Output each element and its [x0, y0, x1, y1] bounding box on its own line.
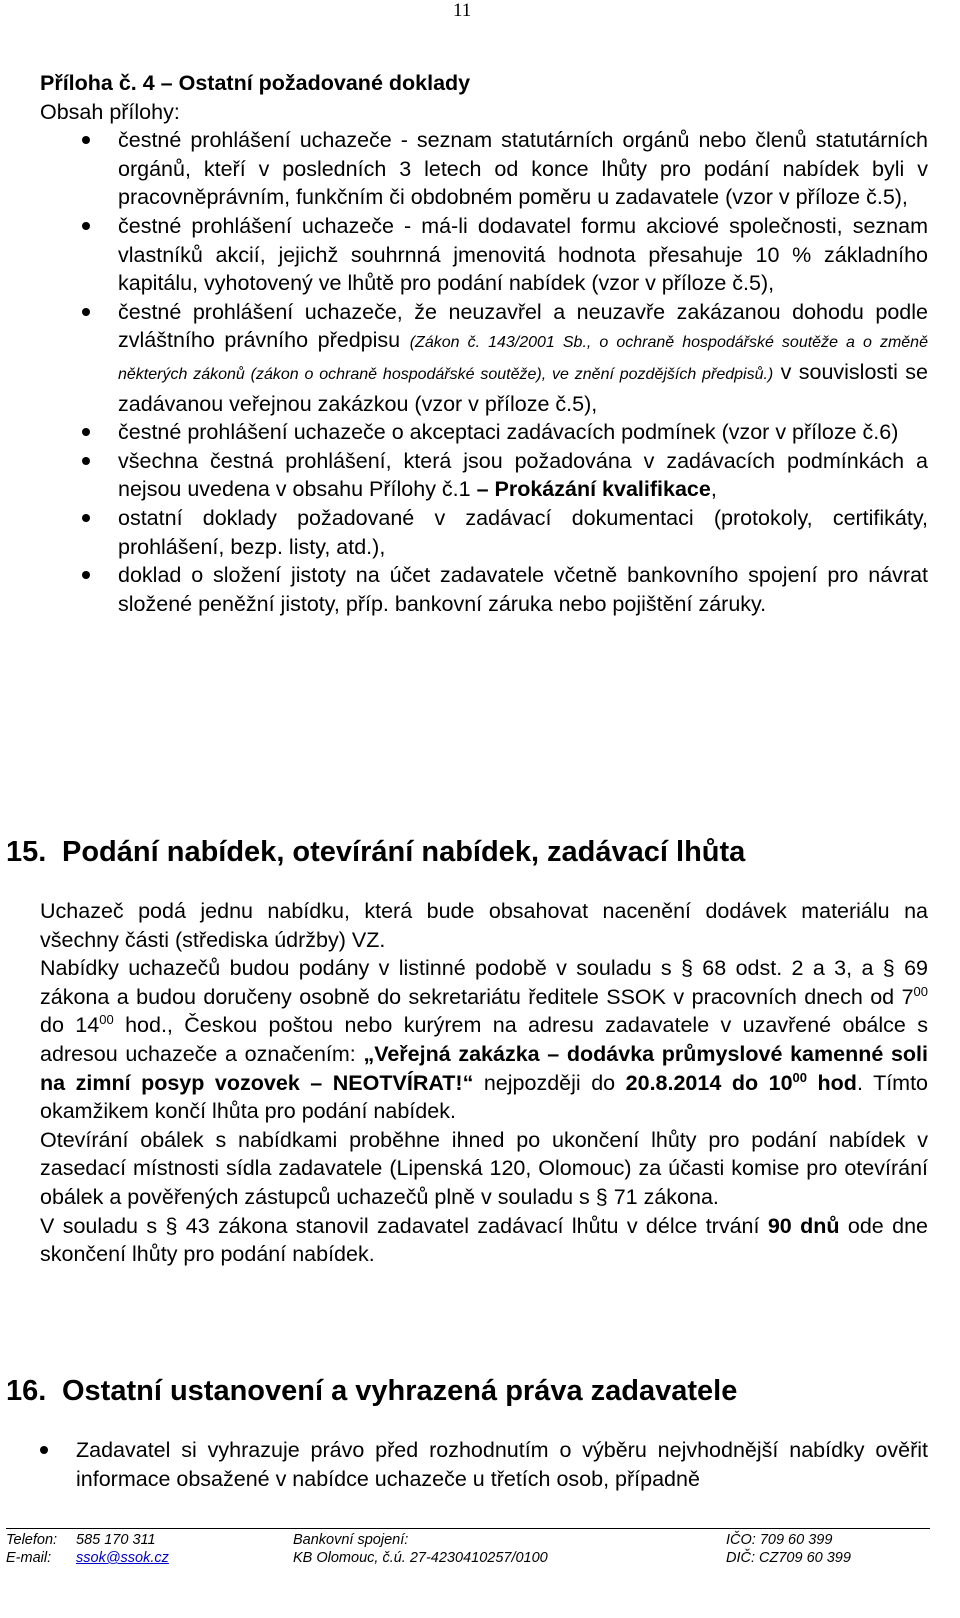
ico: IČO: 709 60 399 [726, 1532, 833, 1548]
page-footer [6, 1528, 930, 1567]
bullet-icon [40, 1446, 48, 1454]
bullet-icon [82, 514, 90, 522]
page-number: 11 [453, 0, 472, 21]
bank-account: KB Olomouc, č.ú. 27-4230410257/0100 [293, 1550, 548, 1566]
list-item: ostatní doklady požadované v zadávací dokumentaci (protokoly, certifikáty, prohlášení, bezp. listy, atd.), [40, 504, 928, 561]
list-item: čestné prohlášení uchazeče o akceptaci zadávacích podmínek (vzor v příloze č.6) [40, 418, 928, 447]
section-title: Ostatní ustanovení a vyhrazená práva zadavatele [62, 1375, 738, 1407]
section-15-heading [6, 836, 745, 869]
list-item: všechna čestná prohlášení, která jsou požadována v zadávacích podmínkách a nejsou uvedena v obsahu Přílohy č.1 – Prokázání kvalifikace, [40, 447, 928, 504]
email-label: E-mail: [6, 1550, 52, 1566]
footer-row [6, 1549, 930, 1567]
bullet-icon [82, 571, 90, 579]
bullet-icon [82, 428, 90, 436]
annex-1-reference: – Prokázání kvalifikace [476, 477, 711, 502]
section-title: Podání nabídek, otevírání nabídek, zadávací lhůta [62, 836, 746, 868]
section-16-body [40, 1436, 928, 1493]
section-15-body [40, 897, 928, 1269]
envelope-label: „Veřejná zakázka – dodávka průmyslové kamenné soli na zimní posyp vozovek – NEOTVÍRAT!“ [40, 1041, 928, 1095]
dic: DIČ: CZ709 60 399 [726, 1550, 851, 1566]
list-item: doklad o složení jistoty na účet zadavatele včetně bankovního spojení pro návrat složené peněžní jistoty, příp. bankovní záruka nebo pojištění záruky. [40, 561, 928, 618]
annex-list [40, 126, 928, 618]
paragraph: Nabídky uchazečů budou podány v listinné podobě v souladu s § 68 odst. 2 a 3, a § 69 zákona a budou doručeny osobně do sekretariátu ředitele SSOK v pracovních dnech od $7^{00}$ do $14^{00}$ hod., Českou poštou nebo kurýrem na adresu zadavatele v uzavřené obálce s adresou uchazeče a označením: „Veřejná zakázka – dodávka průmyslové kamenné soli na zimní posyp vozovek – NEOTVÍRAT!“ nejpozději do 20.8.2014 do $10^{00}$ hod. Tímto okamžikem končí lhůta pro podání nabídek. [40, 956, 929, 1124]
email-link[interactable]: ssok@ssok.cz [76, 1550, 169, 1566]
bullet-icon [82, 136, 90, 144]
bullet-icon [82, 222, 90, 230]
list-item: Zadavatel si vyhrazuje právo před rozhodnutím o výběru nejvhodnější nabídky ověřit informace obsažené v nabídce uchazeče u třetích osob, případně [40, 1436, 928, 1493]
phone-number: 585 170 311 [76, 1532, 156, 1548]
paragraph: Otevírání obálek s nabídkami proběhne ihned po ukončení lhůty pro podání nabídek v zasedací místnosti sídla zadavatele (Lipenská 120, Olomouc) za účasti komise pro otevírání obálek a pověřených zástupců uchazečů plně v souladu s § 71 zákona. [40, 1127, 928, 1209]
footer-row [6, 1531, 930, 1549]
section-number: 16. [6, 1375, 47, 1407]
bank-label: Bankovní spojení: [293, 1532, 409, 1548]
annex-4 [40, 69, 928, 618]
list-item: čestné prohlášení uchazeče, že neuzavřel a neuzavře zakázanou dohodu podle zvláštního právního předpisu (Zákon č. 143/2001 Sb., o ochraně hospodářské soutěže a o změně některých zákonů (zákon o ochraně hospodářské soutěže), ve znění pozdějších předpisů.) v souvislosti se zadávanou veřejnou zakázkou (vzor v příloze č.5), [40, 298, 928, 418]
annex-title: Příloha č. 4 – Ostatní požadované doklady [40, 71, 471, 95]
list-item: čestné prohlášení uchazeče - má-li dodavatel formu akciové společnosti, seznam vlastníků akcií, jejichž souhrnná jmenovitá hodnota přesahuje 10 % základního kapitálu, vyhotovený ve lhůtě pro podání nabídek (vzor v příloze č.5), [40, 212, 928, 298]
list-item: čestné prohlášení uchazeče - seznam statutárních orgánů nebo členů statutárních orgánů, kteří v posledních 3 letech od konce lhůty pro podání nabídek byli v pracovněprávním, funkčním či obdobném poměru u zadavatele (vzor v příloze č.5), [40, 126, 928, 212]
law-reference: (Zákon č. 143/2001 Sb., o ochraně hospodářské soutěže a o změně některých zákonů (zákon o ochraně hospodářské soutěže), ve znění pozdějších předpisů.) [118, 334, 928, 383]
section-number: 15. [6, 836, 47, 868]
section-16-heading [6, 1375, 737, 1408]
bullet-icon [82, 308, 90, 316]
section-16-list [40, 1436, 928, 1493]
paragraph: V souladu s § 43 zákona stanovil zadavatel zadávací lhůtu v délce trvání 90 dnů ode dne skončení lhůty pro podání nabídek. [40, 1213, 928, 1267]
phone-label: Telefon: [6, 1532, 58, 1548]
deadline: 20.8.2014 do 10 [625, 1070, 793, 1095]
bullet-icon [82, 457, 90, 465]
annex-contents-label: Obsah přílohy: [40, 99, 180, 124]
paragraph: Uchazeč podá jednu nabídku, která bude obsahovat nacenění dodávek materiálu na všechny části (střediska údržby) VZ. [40, 899, 928, 952]
binding-period: 90 dnů [767, 1213, 840, 1238]
